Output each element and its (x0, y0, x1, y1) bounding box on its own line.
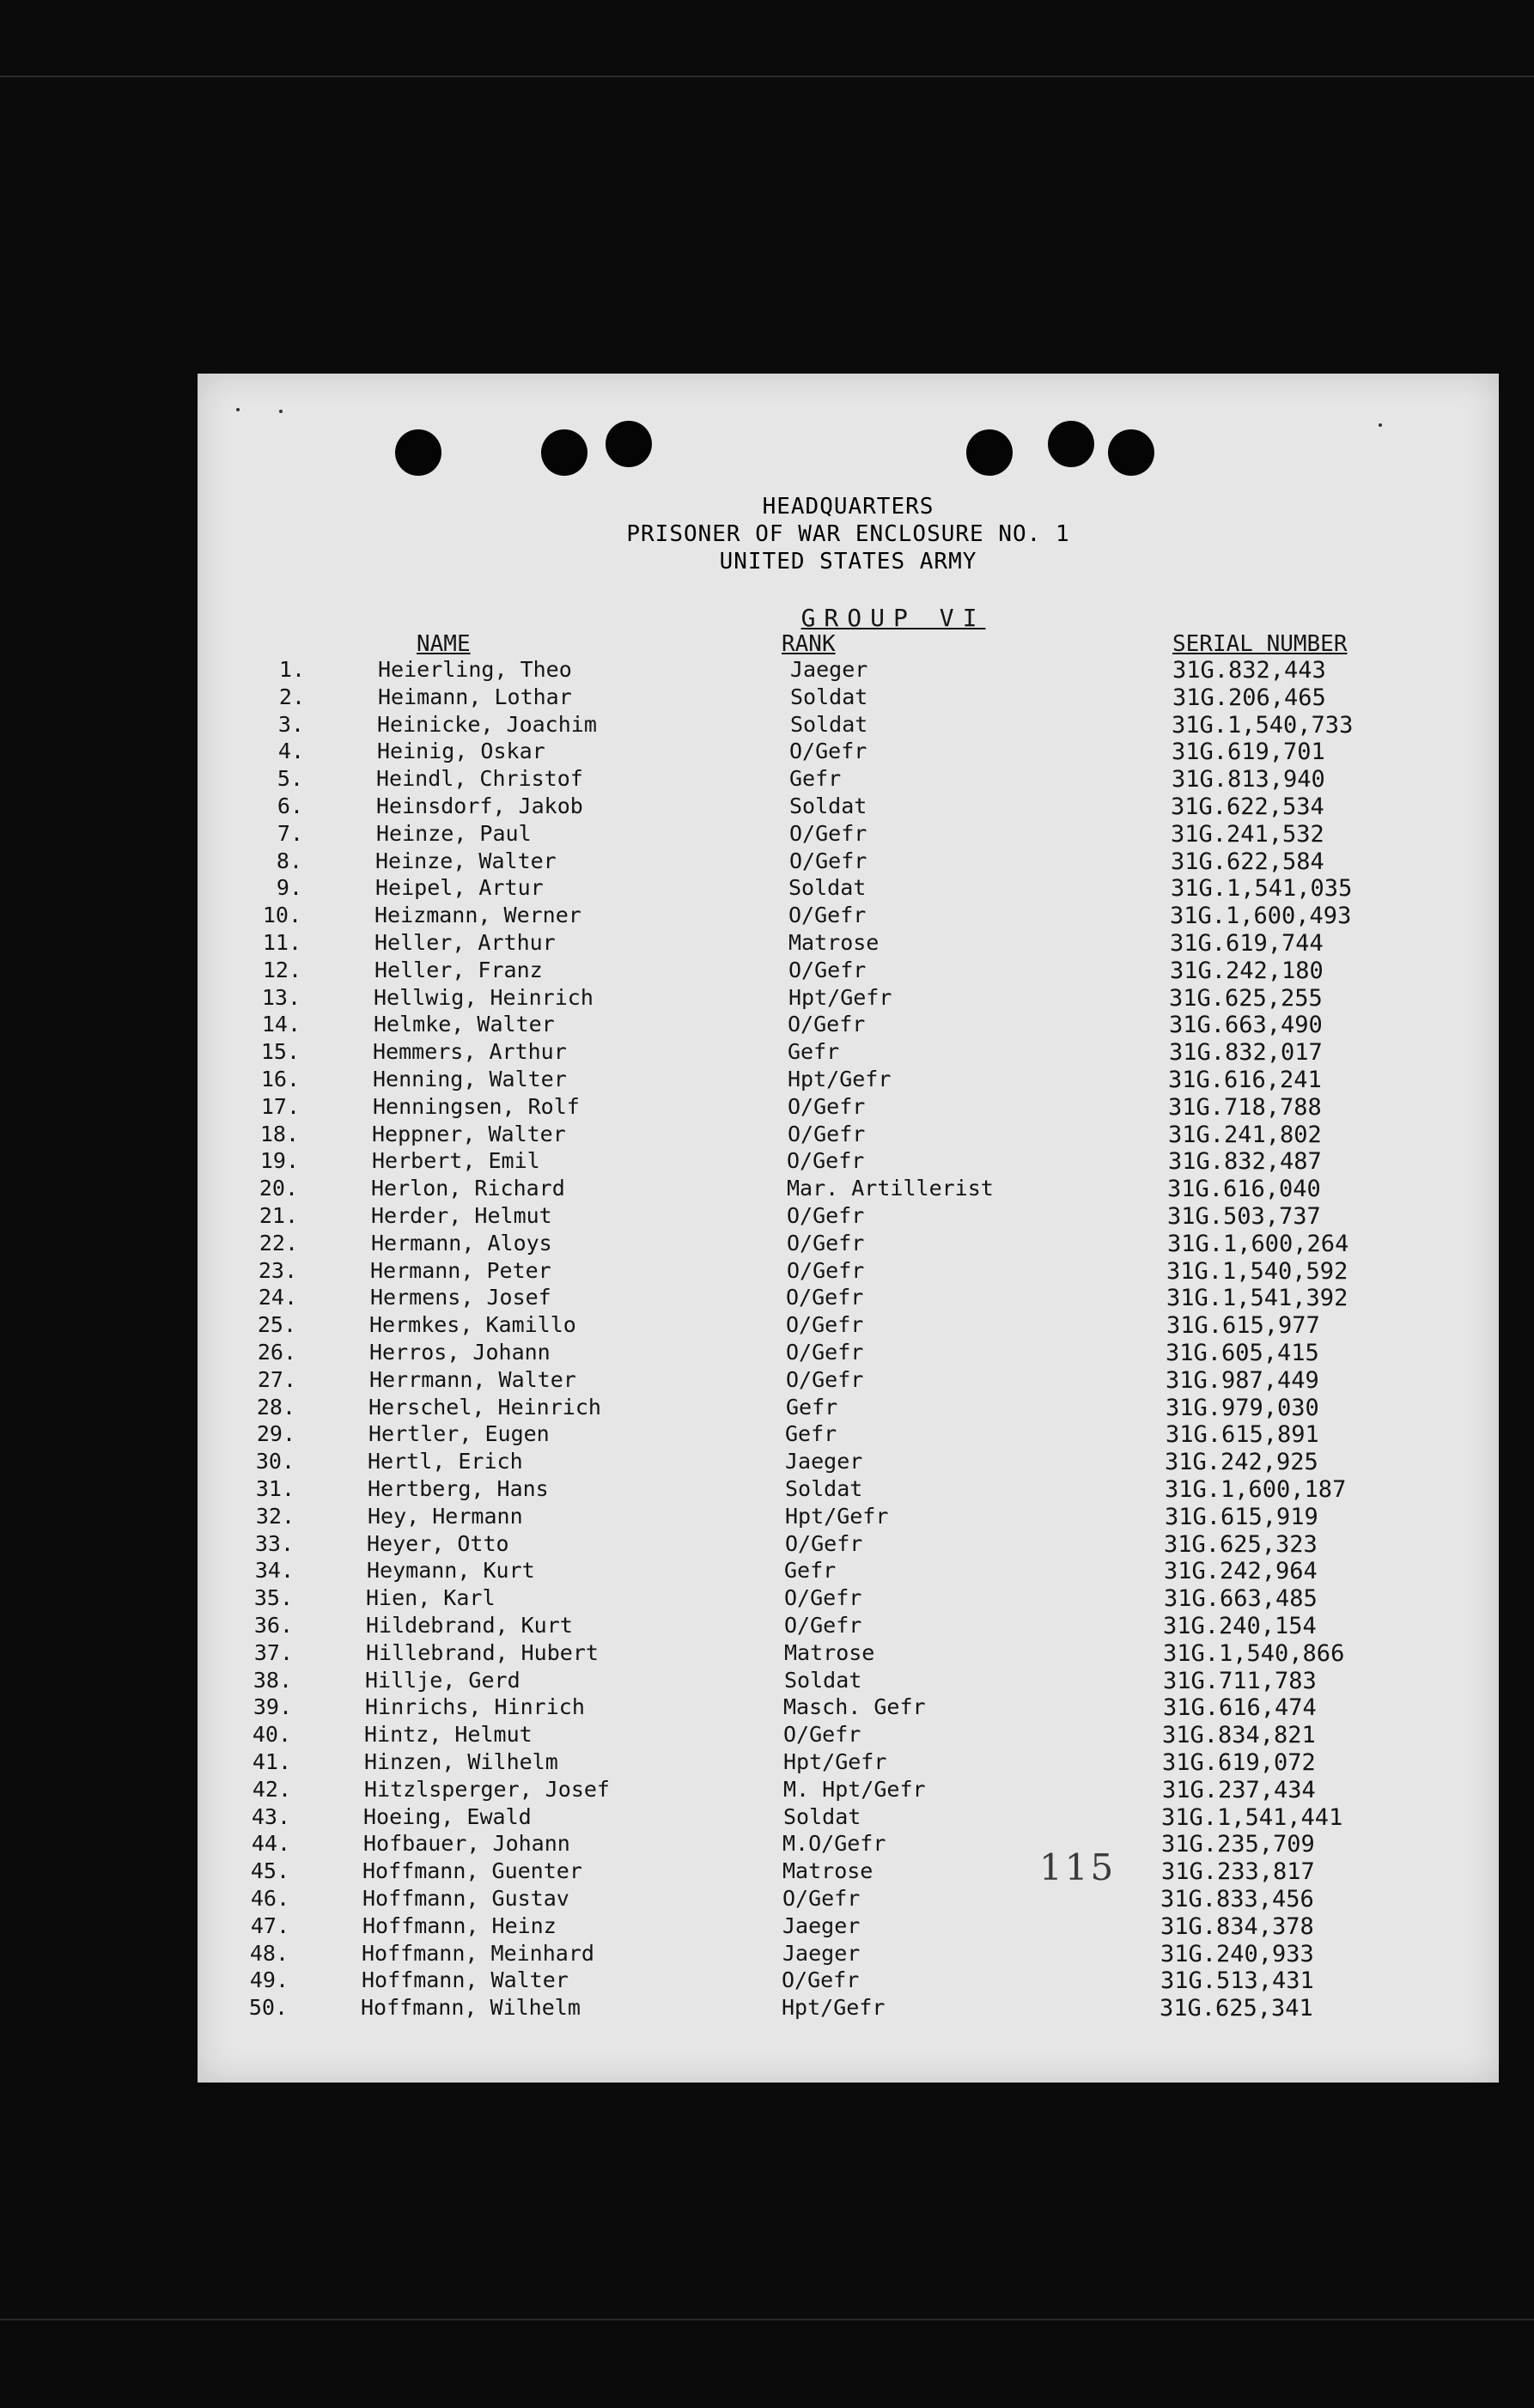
serial-number: 31G.1,600,264 (1167, 1230, 1349, 1257)
document-page (198, 374, 1499, 2083)
prisoner-rank: Hpt/Gefr (788, 1067, 892, 1092)
prisoner-rank: Masch. Gefr (783, 1694, 926, 1720)
row-number: 43. (251, 1803, 290, 1829)
table-row (198, 1176, 1499, 1203)
prisoner-name: Heimann, Lothar (378, 684, 572, 709)
header-line-1: HEADQUARTERS (762, 494, 934, 520)
row-number: 40. (252, 1722, 291, 1748)
table-row (198, 1967, 1499, 1995)
prisoner-name: Hertberg, Hans (368, 1476, 549, 1501)
table-row (198, 1886, 1499, 1913)
row-number: 19. (259, 1148, 299, 1174)
table-row (198, 1285, 1499, 1312)
table-row (198, 1531, 1499, 1559)
serial-number: 31G.242,964 (1164, 1558, 1318, 1585)
prisoner-rank: Gefr (786, 1394, 838, 1420)
prisoner-rank: O/Gefr (782, 1967, 860, 1993)
table-row (198, 1749, 1499, 1777)
prisoner-rank: O/Gefr (787, 1203, 865, 1228)
table-row (198, 821, 1499, 848)
row-number: 23. (258, 1257, 297, 1283)
prisoner-rank: O/Gefr (788, 1121, 866, 1146)
prisoner-name: Heller, Franz (374, 957, 543, 982)
serial-number: 31G.616,241 (1168, 1067, 1322, 1093)
prisoner-rank: Jaeger (782, 1940, 861, 1966)
prisoner-name: Helmke, Walter (374, 1012, 555, 1037)
prisoner-rank: O/Gefr (788, 957, 867, 982)
prisoner-name: Hermkes, Kamillo (369, 1312, 576, 1338)
table-row (198, 1858, 1499, 1886)
prisoner-name: Herschel, Heinrich (368, 1394, 601, 1420)
prisoner-rank: Jaeger (785, 1449, 863, 1475)
serial-number: 31G.206,465 (1172, 684, 1326, 711)
row-number: 2. (278, 684, 305, 709)
table-row (198, 1913, 1499, 1941)
row-number: 14. (261, 1012, 301, 1037)
prisoner-rank: Gefr (789, 766, 842, 792)
prisoner-name: Heinig, Oskar (377, 739, 545, 764)
serial-number: 31G.235,709 (1161, 1831, 1315, 1858)
table-row (198, 657, 1499, 684)
prisoner-rank: O/Gefr (786, 1285, 864, 1310)
serial-number: 31G.833,456 (1160, 1886, 1314, 1912)
prisoner-name: Hemmers, Arthur (373, 1039, 567, 1065)
prisoner-name: Heller, Arthur (374, 930, 556, 955)
prisoner-rank: Soldat (788, 875, 867, 901)
prisoner-rank: O/Gefr (788, 1012, 866, 1037)
prisoner-rank: Matrose (782, 1858, 874, 1884)
punch-hole (966, 429, 1013, 476)
serial-number: 31G.616,474 (1163, 1694, 1317, 1722)
prisoner-rank: O/Gefr (786, 1340, 864, 1365)
table-row (198, 1395, 1499, 1422)
prisoner-name: Hintz, Helmut (364, 1722, 533, 1748)
table-row (198, 1777, 1499, 1804)
prisoner-name: Hinzen, Wilhelm (364, 1749, 558, 1774)
serial-number: 31G.832,443 (1172, 657, 1326, 684)
serial-number: 31G.663,485 (1164, 1585, 1318, 1613)
scanner-background-line (0, 76, 1534, 77)
table-row (198, 875, 1499, 903)
prisoner-name: Herbert, Emil (372, 1148, 540, 1174)
paper-speck (1379, 423, 1382, 427)
scanner-background-line (0, 2319, 1534, 2320)
prisoner-name: Hoffmann, Guenter (362, 1858, 582, 1884)
prisoner-name: Hillebrand, Hubert (366, 1639, 599, 1665)
prisoner-name: Herlon, Richard (371, 1176, 565, 1201)
serial-number: 31G.832,487 (1168, 1148, 1322, 1176)
row-number: 11. (262, 930, 301, 955)
prisoner-rank: Soldat (783, 1803, 861, 1829)
table-row (198, 985, 1499, 1012)
paper-speck (279, 410, 283, 413)
prisoner-rank: O/Gefr (784, 1585, 862, 1611)
prisoner-name: Hoffmann, Walter (362, 1967, 569, 1993)
prisoner-rank: Matrose (788, 930, 880, 955)
serial-number: 31G.711,783 (1163, 1667, 1317, 1694)
row-number: 42. (252, 1776, 291, 1802)
serial-number: 31G.987,449 (1166, 1366, 1319, 1394)
table-row (198, 1231, 1499, 1258)
row-number: 50. (248, 1995, 288, 2021)
prisoner-name: Heyer, Otto (367, 1530, 509, 1556)
prisoner-rank: O/Gefr (787, 1230, 865, 1256)
serial-number: 31G.1,541,392 (1166, 1285, 1348, 1312)
prisoner-name: Heizmann, Werner (374, 903, 581, 928)
row-number: 8. (276, 848, 302, 873)
prisoner-name: Herder, Helmut (371, 1203, 552, 1228)
table-row (198, 1094, 1499, 1122)
table-row (198, 1613, 1499, 1640)
prisoner-name: Hien, Karl (366, 1585, 496, 1611)
prisoner-name: Herrmann, Walter (369, 1366, 576, 1392)
serial-number: 31G.240,154 (1163, 1613, 1317, 1639)
prisoner-rank: Soldat (784, 1667, 862, 1693)
prisoner-rank: Jaeger (782, 1912, 861, 1938)
serial-number: 31G.237,434 (1162, 1776, 1316, 1803)
row-number: 22. (259, 1230, 298, 1256)
row-number: 16. (260, 1067, 300, 1092)
table-row (198, 1122, 1499, 1149)
column-header-rank: RANK (782, 631, 836, 657)
serial-number: 31G.240,933 (1160, 1940, 1314, 1967)
table-row (198, 739, 1499, 766)
table-row (198, 1067, 1499, 1094)
prisoner-rank: O/Gefr (786, 1312, 864, 1338)
prisoner-name: Hertler, Eugen (368, 1421, 550, 1447)
row-number: 17. (260, 1093, 300, 1119)
row-number: 13. (261, 984, 301, 1010)
prisoner-name: Hey, Hermann (368, 1503, 523, 1529)
prisoner-name: Heymann, Kurt (367, 1558, 535, 1584)
prisoner-name: Hitzlsperger, Josef (364, 1776, 610, 1802)
row-number: 10. (262, 903, 301, 928)
group-title: GROUP VI (800, 604, 986, 632)
prisoner-rank: Mar. Artillerist (787, 1176, 994, 1201)
serial-number: 31G.605,415 (1166, 1340, 1319, 1366)
prisoner-rank: Hpt/Gefr (788, 984, 892, 1010)
prisoner-rank: O/Gefr (786, 1366, 864, 1392)
row-number: 3. (277, 711, 304, 737)
serial-number: 31G.619,744 (1170, 930, 1324, 957)
prisoner-rank: Soldat (785, 1476, 863, 1501)
row-number: 28. (256, 1394, 295, 1420)
prisoner-rank: Jaeger (790, 657, 868, 682)
serial-number: 31G.503,737 (1167, 1203, 1321, 1230)
prisoner-name: Hoffmann, Heinz (362, 1912, 557, 1938)
row-number: 1. (278, 657, 305, 682)
row-number: 39. (253, 1694, 292, 1720)
serial-number: 31G.813,940 (1172, 766, 1325, 794)
row-number: 15. (260, 1039, 300, 1065)
row-number: 6. (277, 794, 303, 818)
serial-number: 31G.1,540,592 (1166, 1257, 1348, 1285)
prisoner-name: Heierling, Theo (378, 657, 572, 682)
row-number: 35. (253, 1585, 293, 1611)
table-row (198, 1312, 1499, 1340)
prisoner-name: Heppner, Walter (372, 1121, 566, 1146)
serial-number: 31G.241,532 (1171, 820, 1324, 848)
serial-number: 31G.834,378 (1160, 1912, 1314, 1940)
table-row (198, 848, 1499, 876)
table-row (198, 712, 1499, 739)
serial-number: 31G.615,891 (1166, 1421, 1319, 1449)
row-number: 21. (259, 1203, 298, 1228)
table-row (198, 1039, 1499, 1067)
prisoner-name: Hoffmann, Meinhard (362, 1940, 594, 1966)
table-row (198, 1203, 1499, 1231)
table-row (198, 1504, 1499, 1531)
prisoner-name: Heindl, Christof (376, 766, 583, 792)
row-number: 46. (250, 1886, 289, 1911)
table-row (198, 1804, 1499, 1832)
prisoner-rank: O/Gefr (788, 903, 867, 928)
prisoner-rank: Hpt/Gefr (783, 1749, 887, 1774)
serial-number: 31G.616,040 (1167, 1176, 1321, 1203)
table-row (198, 1476, 1499, 1504)
row-number: 37. (253, 1639, 293, 1665)
table-row (198, 1258, 1499, 1286)
serial-number: 31G.1,600,187 (1165, 1476, 1347, 1503)
row-number: 45. (250, 1858, 289, 1884)
table-row (198, 1722, 1499, 1749)
row-number: 7. (277, 820, 303, 846)
row-number: 31. (255, 1476, 295, 1501)
row-number: 36. (253, 1613, 293, 1638)
serial-number: 31G.663,490 (1169, 1012, 1323, 1039)
prisoner-name: Heinze, Walter (375, 848, 557, 873)
table-row (198, 1995, 1499, 2022)
prisoner-name: Hertl, Erich (368, 1449, 523, 1475)
prisoner-name: Hildebrand, Kurt (366, 1613, 573, 1638)
table-row (198, 1558, 1499, 1585)
row-number: 47. (250, 1912, 289, 1938)
row-number: 48. (249, 1940, 289, 1966)
row-number: 34. (254, 1558, 294, 1584)
row-number: 5. (277, 766, 303, 792)
header-line-2: PRISONER OF WAR ENCLOSURE NO. 1 (626, 521, 1070, 547)
prisoner-name: Heipel, Artur (375, 875, 544, 901)
prisoner-rank: O/Gefr (787, 1257, 865, 1283)
serial-number: 31G.615,977 (1166, 1312, 1320, 1340)
row-number: 25. (257, 1312, 296, 1338)
prisoner-rank: O/Gefr (783, 1722, 861, 1748)
prisoner-name: Herros, Johann (369, 1340, 551, 1365)
prisoner-rank: Soldat (790, 684, 868, 709)
serial-number: 31G.233,817 (1161, 1858, 1315, 1886)
row-number: 30. (255, 1449, 295, 1475)
column-header-name: NAME (417, 631, 471, 657)
row-number: 27. (257, 1366, 296, 1392)
row-number: 44. (251, 1831, 290, 1857)
serial-number: 31G.625,323 (1164, 1530, 1318, 1558)
prisoner-rank: O/Gefr (785, 1530, 863, 1556)
table-row (198, 794, 1499, 821)
serial-number: 31G.619,072 (1162, 1749, 1316, 1776)
row-number: 24. (258, 1285, 297, 1310)
prisoner-name: Hermann, Aloys (371, 1230, 552, 1256)
column-header-serial: SERIAL NUMBER (1172, 631, 1348, 657)
serial-number: 31G.615,919 (1165, 1503, 1318, 1530)
prisoner-rank: O/Gefr (784, 1613, 862, 1638)
header-line-3: UNITED STATES ARMY (719, 549, 977, 575)
punch-hole (395, 429, 441, 476)
prisoner-name: Henning, Walter (373, 1067, 567, 1092)
prisoner-name: Hofbauer, Johann (363, 1831, 570, 1857)
prisoner-name: Hinrichs, Hinrich (365, 1694, 585, 1720)
serial-number: 31G.832,017 (1169, 1039, 1323, 1067)
serial-number: 31G.718,788 (1168, 1093, 1322, 1121)
serial-number: 31G.834,821 (1162, 1722, 1316, 1749)
punch-hole (541, 429, 587, 476)
table-row (198, 1694, 1499, 1722)
serial-number: 31G.242,925 (1165, 1449, 1318, 1476)
prisoner-rank: M. Hpt/Gefr (783, 1776, 926, 1802)
table-row (198, 930, 1499, 958)
table-row (198, 684, 1499, 712)
punch-hole (606, 421, 652, 467)
table-row (198, 958, 1499, 985)
prisoner-rank: O/Gefr (787, 1148, 865, 1174)
serial-number: 31G.625,255 (1169, 984, 1323, 1012)
prisoner-rank: Gefr (788, 1039, 840, 1065)
row-number: 32. (255, 1503, 295, 1529)
prisoner-rank: Gefr (785, 1421, 837, 1447)
row-number: 29. (256, 1421, 295, 1447)
row-number: 26. (257, 1340, 296, 1365)
prisoner-rank: Soldat (790, 711, 868, 737)
prisoner-name: Hellwig, Heinrich (374, 984, 594, 1010)
prisoner-rank: O/Gefr (789, 848, 867, 873)
table-row (198, 1367, 1499, 1395)
table-row (198, 1585, 1499, 1613)
serial-number: 31G.622,534 (1171, 794, 1324, 820)
prisoner-name: Hoeing, Ewald (363, 1803, 532, 1829)
prisoner-name: Hoffmann, Gustav (362, 1886, 569, 1911)
prisoner-name: Heinze, Paul (376, 820, 532, 846)
row-number: 9. (276, 875, 302, 901)
serial-number: 31G.513,431 (1160, 1967, 1314, 1995)
serial-number: 31G.979,030 (1166, 1394, 1319, 1421)
prisoner-name: Heinicke, Joachim (377, 711, 597, 737)
row-number: 18. (259, 1121, 299, 1146)
serial-number: 31G.1,541,441 (1161, 1803, 1343, 1831)
prisoner-rank: O/Gefr (789, 820, 867, 846)
row-number: 33. (254, 1530, 294, 1556)
prisoner-rank: O/Gefr (788, 1093, 866, 1119)
prisoner-rank: O/Gefr (789, 739, 867, 764)
prisoner-name: Hermens, Josef (370, 1285, 551, 1310)
row-number: 41. (252, 1749, 291, 1774)
prisoner-name: Heinsdorf, Jakob (376, 794, 583, 818)
punch-hole (1108, 429, 1154, 476)
table-row (198, 1421, 1499, 1449)
prisoner-rank: Soldat (789, 794, 867, 818)
prisoner-name: Hillje, Gerd (365, 1667, 520, 1693)
row-number: 12. (262, 957, 301, 982)
prisoner-rank: Matrose (784, 1639, 875, 1665)
table-row (198, 1449, 1499, 1476)
serial-number: 31G.1,600,493 (1170, 903, 1352, 930)
row-number: 4. (277, 739, 304, 764)
serial-number: 31G.1,540,866 (1163, 1639, 1345, 1667)
table-row (198, 1640, 1499, 1668)
prisoner-name: Hoffmann, Wilhelm (361, 1995, 581, 2021)
serial-number: 31G.1,541,035 (1171, 875, 1353, 903)
prisoner-rank: Gefr (784, 1558, 837, 1584)
table-row (198, 1340, 1499, 1367)
table-row (198, 1148, 1499, 1176)
table-row (198, 1012, 1499, 1039)
serial-number: 31G.241,802 (1168, 1121, 1322, 1148)
paper-speck (236, 408, 240, 411)
serial-number: 31G.622,584 (1171, 848, 1324, 875)
serial-number: 31G.625,341 (1160, 1995, 1313, 2022)
row-number: 20. (259, 1176, 298, 1201)
table-row (198, 766, 1499, 794)
punch-hole (1048, 421, 1094, 467)
prisoner-rank: Hpt/Gefr (785, 1503, 889, 1529)
serial-number: 31G.1,540,733 (1172, 711, 1354, 739)
serial-number: 31G.619,701 (1172, 739, 1325, 766)
prisoner-rank: Hpt/Gefr (782, 1995, 886, 2021)
page-number: 115 (1039, 1846, 1117, 1888)
table-row (198, 1831, 1499, 1858)
row-number: 49. (249, 1967, 289, 1993)
prisoner-name: Henningsen, Rolf (373, 1093, 580, 1119)
prisoner-name: Hermann, Peter (370, 1257, 551, 1283)
serial-number: 31G.242,180 (1170, 957, 1324, 984)
row-number: 38. (253, 1667, 292, 1693)
prisoner-rank: M.O/Gefr (782, 1831, 886, 1857)
prisoner-rank: O/Gefr (782, 1886, 861, 1911)
table-row (198, 1668, 1499, 1695)
table-row (198, 1941, 1499, 1968)
table-row (198, 903, 1499, 930)
